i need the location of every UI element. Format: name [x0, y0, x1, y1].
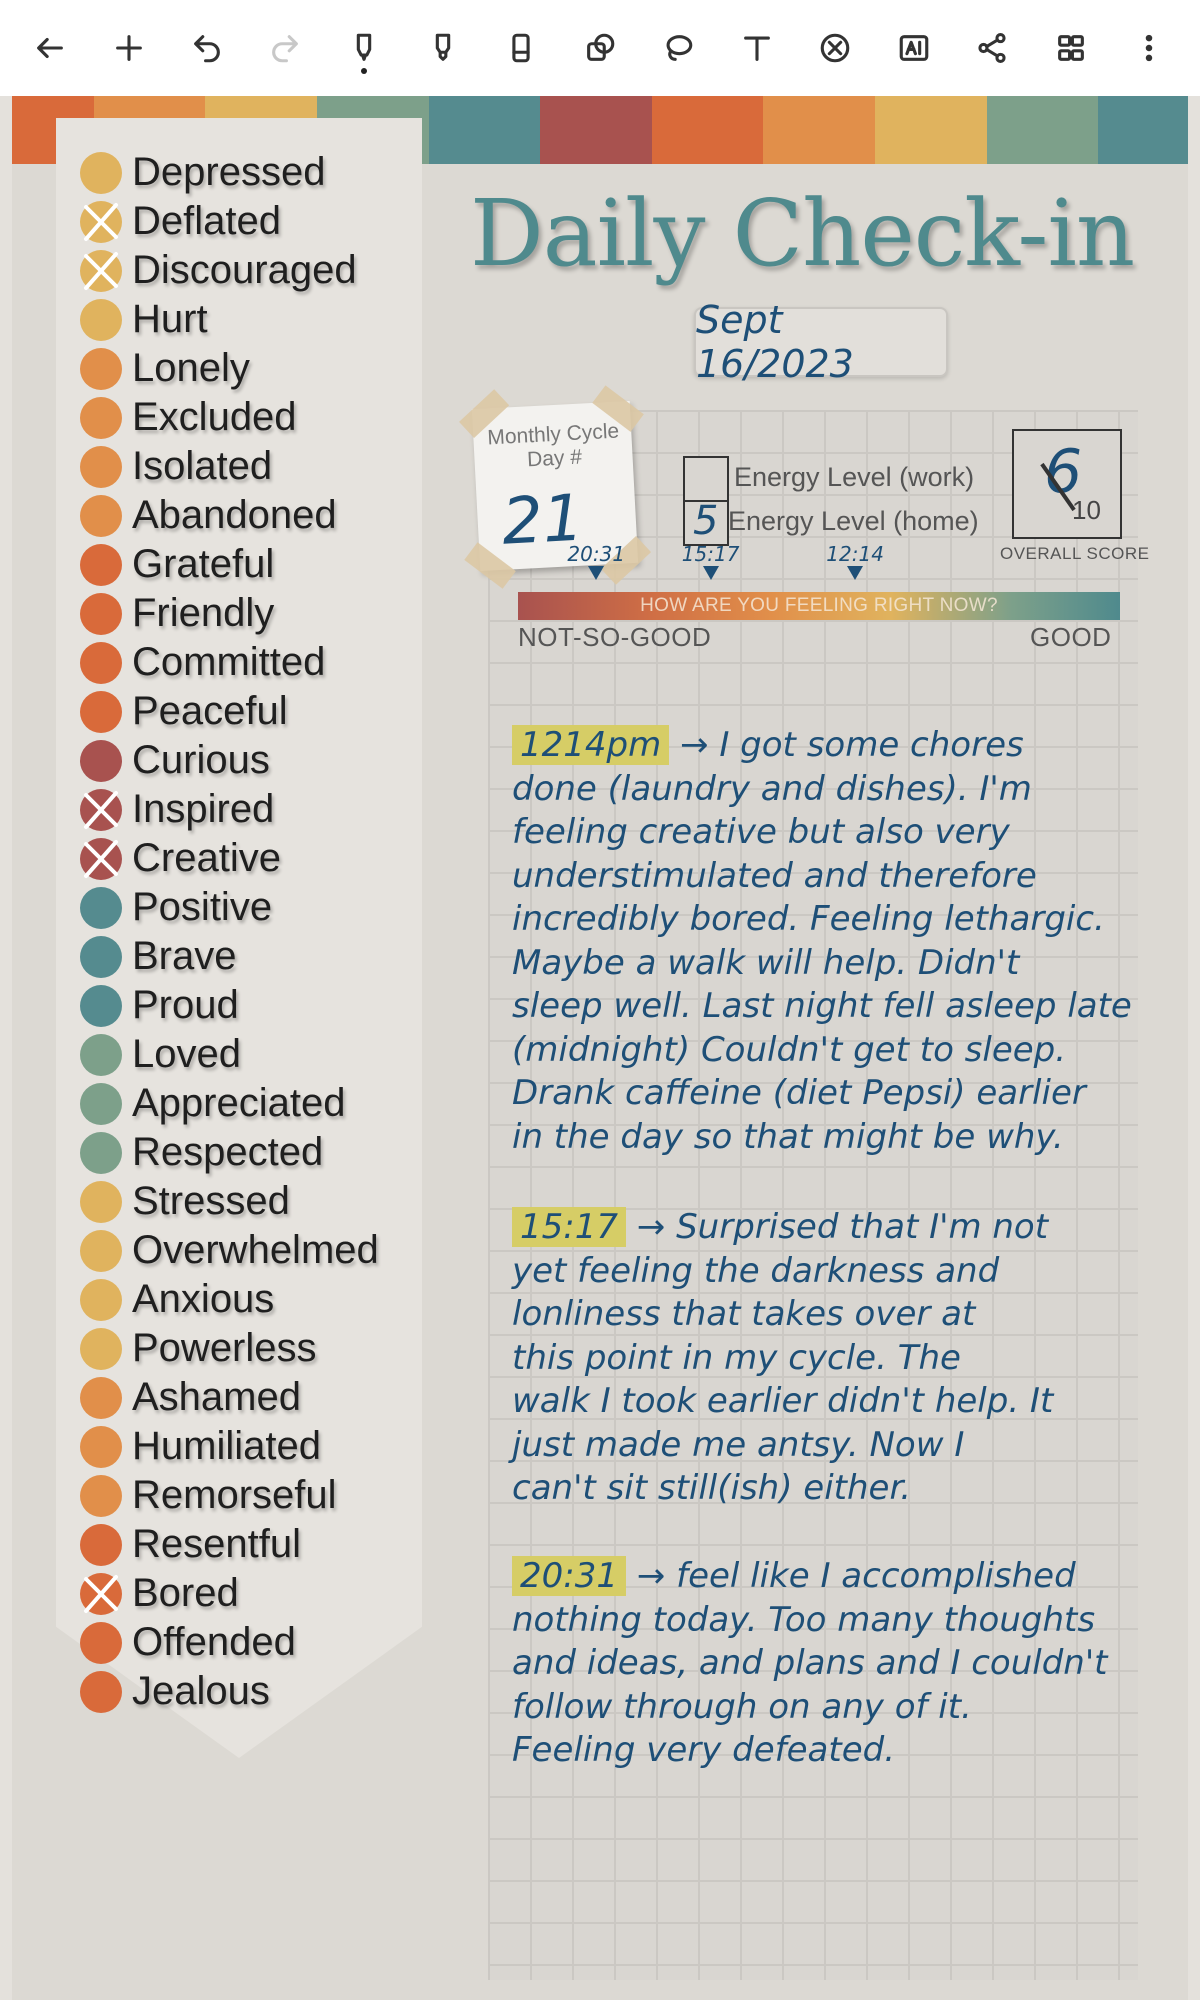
energy-work-box[interactable]: [683, 456, 729, 502]
stripe-segment: [1098, 96, 1188, 164]
journal-line: Maybe a walk will help. Didn't: [512, 942, 1020, 983]
ai-icon: [897, 31, 931, 65]
emotion-item[interactable]: [80, 393, 297, 442]
marker-arrow-icon: [703, 566, 719, 580]
entry-time-highlight: 1214pm: [512, 725, 669, 765]
shapes-icon: [583, 31, 617, 65]
journal-line: lonliness that takes over at: [512, 1294, 976, 1334]
emotion-label: Committed: [132, 640, 326, 684]
journal-line: yet feeling the darkness and: [512, 1250, 1000, 1291]
back-arrow-icon: [33, 31, 67, 65]
emotion-item[interactable]: [80, 1471, 337, 1520]
eraser-icon: [504, 31, 538, 65]
emotion-dot[interactable]: [80, 887, 122, 929]
emotion-label: Humiliated: [132, 1424, 321, 1468]
emotion-item[interactable]: [80, 148, 325, 197]
emotion-item[interactable]: [80, 1275, 274, 1324]
redo-icon: [268, 31, 302, 65]
emotion-dot[interactable]: [80, 1328, 122, 1370]
add-button[interactable]: [99, 18, 159, 78]
emotion-item[interactable]: [80, 1667, 270, 1716]
emotion-dot[interactable]: [80, 1622, 122, 1664]
cycle-day-value: 21: [500, 481, 586, 560]
journal-line: → Surprised that I'm not: [636, 1207, 1049, 1247]
stripe-segment: [875, 96, 987, 164]
page-title: Daily Check-in: [470, 180, 1135, 287]
energy-work-label: Energy Level (work): [734, 462, 975, 492]
emotion-dot[interactable]: [80, 593, 122, 635]
journal-line: this point in my cycle. The: [512, 1337, 961, 1378]
emotion-item[interactable]: [80, 1569, 239, 1618]
emotion-item[interactable]: [80, 834, 281, 883]
emotion-label: Ashamed: [132, 1375, 301, 1419]
emotion-label: Deflated: [132, 199, 281, 243]
emotion-label: Remorseful: [132, 1473, 337, 1517]
emotion-item[interactable]: [80, 1079, 345, 1128]
emotion-dot[interactable]: [80, 201, 122, 243]
emotion-dot[interactable]: [80, 985, 122, 1027]
emotion-label: Curious: [132, 738, 270, 782]
emotion-label: Respected: [132, 1130, 324, 1174]
emotion-label: Offended: [132, 1620, 296, 1664]
journal-entry: [512, 724, 1172, 1159]
journal-line: Drank caffeine (diet Pepsi) earlier: [512, 1073, 1086, 1113]
checkmark-x-icon: [76, 246, 126, 296]
journal-line: walk I took earlier didn't help. It: [512, 1381, 1054, 1421]
energy-home-label: Energy Level (home): [728, 506, 979, 536]
pages-grid-button[interactable]: [1041, 18, 1101, 78]
emotion-item[interactable]: [80, 1030, 241, 1079]
checkmark-x-icon: [76, 1569, 126, 1619]
checkmark-x-icon: [76, 197, 126, 247]
emotion-item[interactable]: [80, 1618, 296, 1667]
ai-tool-button[interactable]: [884, 18, 944, 78]
emotion-label: Peaceful: [132, 689, 288, 733]
emotion-label: Anxious: [132, 1277, 275, 1321]
emotion-item[interactable]: [80, 736, 270, 785]
emotion-label: Creative: [132, 836, 281, 880]
emotion-dot[interactable]: [80, 740, 122, 782]
emotion-item[interactable]: [80, 1226, 379, 1275]
emotion-dot[interactable]: [80, 1377, 122, 1419]
emotion-dot[interactable]: [80, 495, 122, 537]
emotion-label: Bored: [132, 1571, 239, 1615]
emotion-item[interactable]: [80, 1373, 301, 1422]
redo-button[interactable]: [255, 18, 315, 78]
emotion-label: Positive: [132, 885, 273, 929]
emotion-dot[interactable]: [80, 1426, 122, 1468]
emotion-label: Abandoned: [132, 493, 337, 537]
lasso-icon: [661, 31, 695, 65]
stripe-segment: [429, 96, 541, 164]
share-button[interactable]: [962, 18, 1022, 78]
emotion-dot[interactable]: [80, 1279, 122, 1321]
stripe-segment: [540, 96, 652, 164]
emotion-dot[interactable]: [80, 152, 122, 194]
entry-text: [512, 1207, 1053, 1508]
emotion-item[interactable]: [80, 344, 250, 393]
journal-line: feeling creative but also very: [512, 812, 1010, 852]
emotion-label: Depressed: [132, 150, 326, 194]
emotion-dot[interactable]: [80, 691, 122, 733]
emotion-dot[interactable]: [80, 299, 122, 341]
text-icon: [740, 31, 774, 65]
marker-arrow-icon: [588, 566, 604, 580]
overall-score-caption: OVERALL SCORE: [1000, 544, 1150, 563]
journal-line: → I got some chores: [680, 725, 1024, 765]
overall-score-denominator: 10: [1072, 495, 1101, 525]
emotion-label: Excluded: [132, 395, 297, 439]
emotion-dot[interactable]: [80, 1034, 122, 1076]
emotion-item[interactable]: [80, 1422, 321, 1471]
journal-entry: [512, 1555, 1172, 1773]
share-icon: [975, 31, 1009, 65]
checkmark-x-icon: [76, 785, 126, 835]
emotion-item[interactable]: [80, 442, 272, 491]
journal-line: (midnight) Couldn't get to sleep.: [512, 1029, 1067, 1070]
journal-line: can't sit still(ish) either.: [512, 1468, 912, 1508]
scale-high-label: GOOD: [1030, 622, 1112, 652]
emotion-dot[interactable]: [80, 789, 122, 831]
journal-line: Feeling very defeated.: [512, 1730, 896, 1770]
emotion-item[interactable]: [80, 1324, 317, 1373]
feeling-marker[interactable]: [825, 542, 885, 580]
lasso-tool-button[interactable]: [648, 18, 708, 78]
emotion-label: Friendly: [132, 591, 275, 635]
overall-score-value: 6: [1044, 437, 1083, 507]
emotion-dot[interactable]: [80, 397, 122, 439]
emotion-label: Proud: [132, 983, 239, 1027]
feeling-marker[interactable]: [681, 542, 741, 580]
emotion-label: Inspired: [132, 787, 275, 831]
journal-line: done (laundry and dishes). I'm: [512, 768, 1032, 809]
journal-line: understimulated and therefore: [512, 855, 1037, 896]
feeling-marker[interactable]: [566, 542, 626, 580]
eraser-tool-button[interactable]: [491, 18, 551, 78]
marker-time: 15:17: [681, 542, 740, 566]
more-options-button[interactable]: [1119, 18, 1179, 78]
marker-arrow-icon: [847, 566, 863, 580]
energy-home-box[interactable]: [683, 500, 729, 546]
journal-entry: [512, 1206, 1172, 1511]
journal-line: just made me antsy. Now I: [512, 1424, 965, 1465]
back-button[interactable]: [20, 18, 80, 78]
text-tool-button[interactable]: [727, 18, 787, 78]
emotion-item[interactable]: [80, 246, 357, 295]
date-box[interactable]: [694, 298, 948, 386]
checkmark-x-icon: [76, 834, 126, 884]
highlighter-icon: [426, 31, 460, 65]
emotion-dot[interactable]: [80, 642, 122, 684]
emotion-dot[interactable]: [80, 544, 122, 586]
emotion-item[interactable]: [80, 540, 274, 589]
emotion-label: Resentful: [132, 1522, 301, 1566]
emotion-label: Appreciated: [132, 1081, 346, 1125]
emotion-label: Brave: [132, 934, 237, 978]
journal-line: in the day so that might be why.: [512, 1116, 1064, 1157]
highlighter-tool-button[interactable]: [413, 18, 473, 78]
top-toolbar: [0, 0, 1200, 96]
emotion-dot[interactable]: [80, 936, 122, 978]
emotion-item[interactable]: [80, 981, 239, 1030]
energy-home-value: 5: [693, 498, 719, 544]
emotion-label: Powerless: [132, 1326, 317, 1370]
pen-tool-button[interactable]: [334, 18, 394, 78]
emotion-dot[interactable]: [80, 1671, 122, 1713]
journal-line: → feel like I accomplished: [636, 1556, 1076, 1596]
marker-time: 20:31: [567, 542, 626, 566]
journal-line: incredibly bored. Feeling lethargic.: [512, 899, 1105, 939]
emotion-dot[interactable]: [80, 1524, 122, 1566]
emotion-item[interactable]: [80, 638, 325, 687]
emotion-dot[interactable]: [80, 1083, 122, 1125]
emotion-label: Loved: [132, 1032, 241, 1076]
undo-button[interactable]: [177, 18, 237, 78]
emotion-item[interactable]: [80, 295, 208, 344]
overall-score-box[interactable]: [1012, 429, 1122, 539]
grid-view-icon: [1054, 31, 1088, 65]
journal-line: and ideas, and plans and I couldn't: [512, 1643, 1108, 1683]
add-icon: [112, 31, 146, 65]
cycle-day-label: Monthly Cycle Day #: [486, 419, 620, 472]
emotion-item[interactable]: [80, 883, 272, 932]
emotion-item[interactable]: [80, 589, 274, 638]
emotion-label: Isolated: [132, 444, 273, 488]
emotion-item[interactable]: [80, 491, 337, 540]
emotion-dot[interactable]: [80, 1132, 122, 1174]
journal-line: sleep well. Last night fell asleep late: [512, 986, 1132, 1026]
emotion-item[interactable]: [80, 687, 288, 736]
stripe-segment: [652, 96, 764, 164]
emotion-item[interactable]: [80, 932, 237, 981]
emotion-label: Overwhelmed: [132, 1228, 379, 1272]
emotion-item[interactable]: [80, 785, 274, 834]
entry-time-highlight: 15:17: [512, 1207, 626, 1247]
emotion-dot[interactable]: [80, 1181, 122, 1223]
emotion-label: Jealous: [132, 1669, 270, 1713]
undo-icon: [190, 31, 224, 65]
journal-line: follow through on any of it.: [512, 1686, 972, 1727]
marker-time: 12:14: [826, 542, 884, 566]
emotion-dot[interactable]: [80, 838, 122, 880]
emotion-label: Lonely: [132, 346, 250, 390]
more-options-icon: [1132, 31, 1166, 65]
emotion-dot[interactable]: [80, 250, 122, 292]
emotion-label: Stressed: [132, 1179, 290, 1223]
scale-low-label: NOT-SO-GOOD: [518, 622, 712, 652]
emotion-dot[interactable]: [80, 1475, 122, 1517]
shapes-tool-button[interactable]: [570, 18, 630, 78]
feeling-scale-bar[interactable]: [518, 592, 1120, 620]
emotion-dot[interactable]: [80, 348, 122, 390]
emotion-item[interactable]: [80, 1177, 290, 1226]
entry-text: [512, 725, 1132, 1157]
pen-icon: [347, 31, 381, 65]
emotion-item[interactable]: [80, 1128, 323, 1177]
emotion-dot[interactable]: [80, 1573, 122, 1615]
feeling-prompt: HOW ARE YOU FEELING RIGHT NOW?: [640, 595, 998, 616]
entry-time-highlight: 20:31: [512, 1556, 626, 1596]
laser-pointer-icon: [818, 31, 852, 65]
pointer-tool-button[interactable]: [805, 18, 865, 78]
date-text: Sept 16/2023: [696, 298, 854, 386]
emotion-dot[interactable]: [80, 446, 122, 488]
active-tool-indicator: [361, 68, 367, 74]
stripe-segment: [987, 96, 1099, 164]
stripe-segment: [763, 96, 875, 164]
journal-line: nothing today. Too many thoughts: [512, 1599, 1096, 1640]
emotion-label: Discouraged: [132, 248, 357, 292]
emotion-label: Grateful: [132, 542, 275, 586]
emotion-dot[interactable]: [80, 1230, 122, 1272]
emotion-label: Hurt: [132, 297, 208, 341]
emotion-item[interactable]: [80, 1520, 301, 1569]
emotion-item[interactable]: [80, 197, 281, 246]
